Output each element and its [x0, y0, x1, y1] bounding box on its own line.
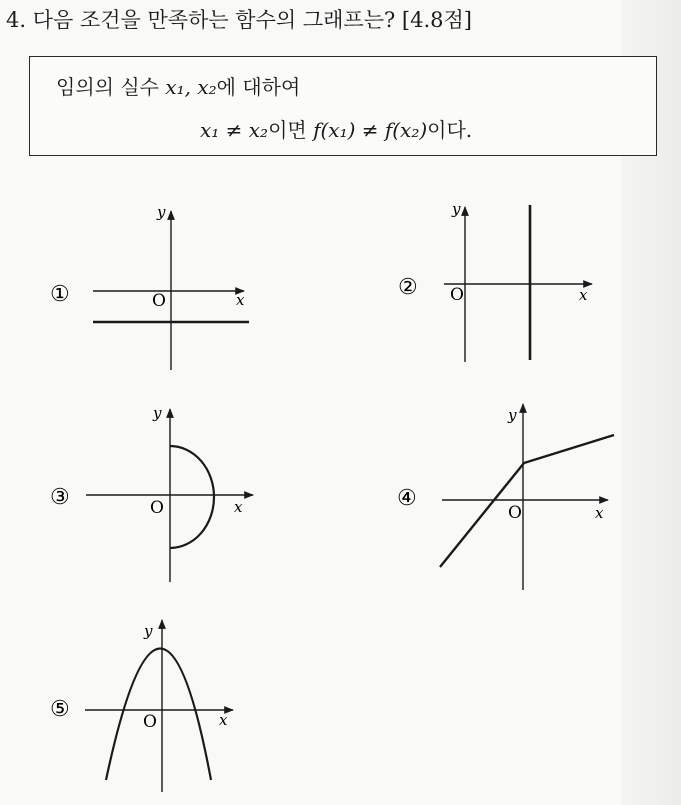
condition-line1-suffix: 에 대하여: [216, 75, 301, 99]
condition-line1-prefix: 임의의 실수: [56, 75, 166, 99]
choice-2-x-label: x: [579, 286, 588, 304]
condition-line2-math-b: f(x₁) ≠ f(x₂): [313, 118, 428, 142]
condition-line2-mid: 이면: [268, 118, 314, 142]
condition-line2-suffix: 이다.: [427, 118, 473, 142]
choice-1-origin-label: O: [152, 291, 166, 311]
choice-5-label: ⑤: [50, 697, 70, 722]
choice-4-curve: [440, 435, 614, 567]
choice-5-graph[interactable]: [50, 620, 233, 792]
choice-1-graph[interactable]: [50, 203, 249, 370]
choice-2-graph[interactable]: [398, 200, 592, 362]
choice-4-origin-label: O: [508, 503, 522, 523]
choice-4-label: ④: [397, 486, 417, 511]
condition-line1-math: x₁, x₂: [165, 75, 217, 99]
choice-1-x-label: x: [236, 291, 245, 309]
choice-5-curve: [106, 649, 211, 781]
choice-3-origin-label: O: [150, 498, 164, 518]
choice-3-label: ③: [50, 485, 70, 510]
choice-5-y-label: y: [144, 622, 153, 640]
question-title: 4. 다음 조건을 만족하는 함수의 그래프는? [4.8점]: [6, 8, 472, 32]
choice-3-graph[interactable]: [50, 404, 253, 582]
choice-1-y-label: y: [157, 203, 166, 221]
choice-4-graph[interactable]: [397, 404, 614, 590]
choice-5-x-label: x: [219, 711, 228, 729]
choice-5-origin-label: O: [143, 712, 157, 732]
choice-4-x-label: x: [595, 504, 604, 522]
choice-3-x-label: x: [234, 498, 243, 516]
choice-2-label: ②: [398, 275, 418, 300]
choice-3-curve: [170, 446, 214, 548]
choice-3-y-label: y: [153, 404, 162, 422]
choice-2-y-label: y: [452, 200, 461, 218]
choice-1-label: ①: [50, 282, 70, 307]
choice-2-origin-label: O: [450, 285, 464, 305]
choice-4-y-label: y: [508, 406, 517, 424]
condition-line2-math-a: x₁ ≠ x₂: [200, 118, 269, 142]
